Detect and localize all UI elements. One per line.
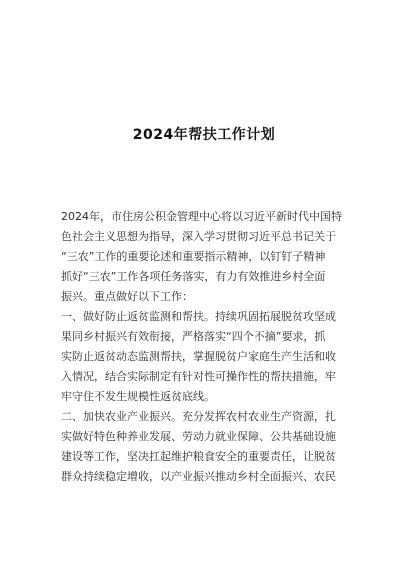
- text-line: 实做好特色种养业发展、劳动力就业保障、公共基础设施: [61, 430, 336, 443]
- text-line: 入情况，结合实际制定有针对性可操作性的帮扶措施，牢: [61, 370, 336, 383]
- text-line: 2024年，市住房公积金管理中心将以习近平新时代中国特: [61, 210, 342, 223]
- text-line: “三农”工作的重要论述和重要指示精神，以钉钉子精神: [61, 250, 326, 263]
- text-line: 色社会主义思想为指导，深入学习贯彻习近平总书记关于: [61, 230, 336, 243]
- document-body: [61, 207, 351, 487]
- text-line: 二、加快农业产业振兴。充分发挥农村农业生产资源，扎: [61, 410, 336, 423]
- paragraph-industry-revitalization: [61, 407, 351, 487]
- text-line: 群众持续稳定增收，以产业振兴推动乡村全面振兴、农民: [61, 470, 336, 483]
- document-title: 2024年帮扶工作计划: [132, 127, 276, 143]
- text-line: 果同乡村振兴有效衔接，严格落实“四个不摘”要求，抓: [61, 330, 326, 343]
- paragraph-intro: [61, 207, 351, 307]
- text-line: 牢守住不发生规模性返贫底线。: [61, 390, 215, 403]
- text-line: 振兴。重点做好以下工作：: [61, 290, 193, 303]
- paragraph-poverty-monitoring: [61, 307, 351, 407]
- text-line: 一、做好防止返贫监测和帮扶。持续巩固拓展脱贫攻坚成: [61, 310, 336, 323]
- text-line: 实防止返贫动态监测帮扶，掌握脱贫户家庭生产生活和收: [61, 350, 336, 363]
- text-line: 抓好“三农”工作各项任务落实，有力有效推进乡村全面: [61, 270, 326, 283]
- text-line: 建设等工作，坚决扛起维护粮食安全的重要责任，让脱贫: [61, 450, 336, 463]
